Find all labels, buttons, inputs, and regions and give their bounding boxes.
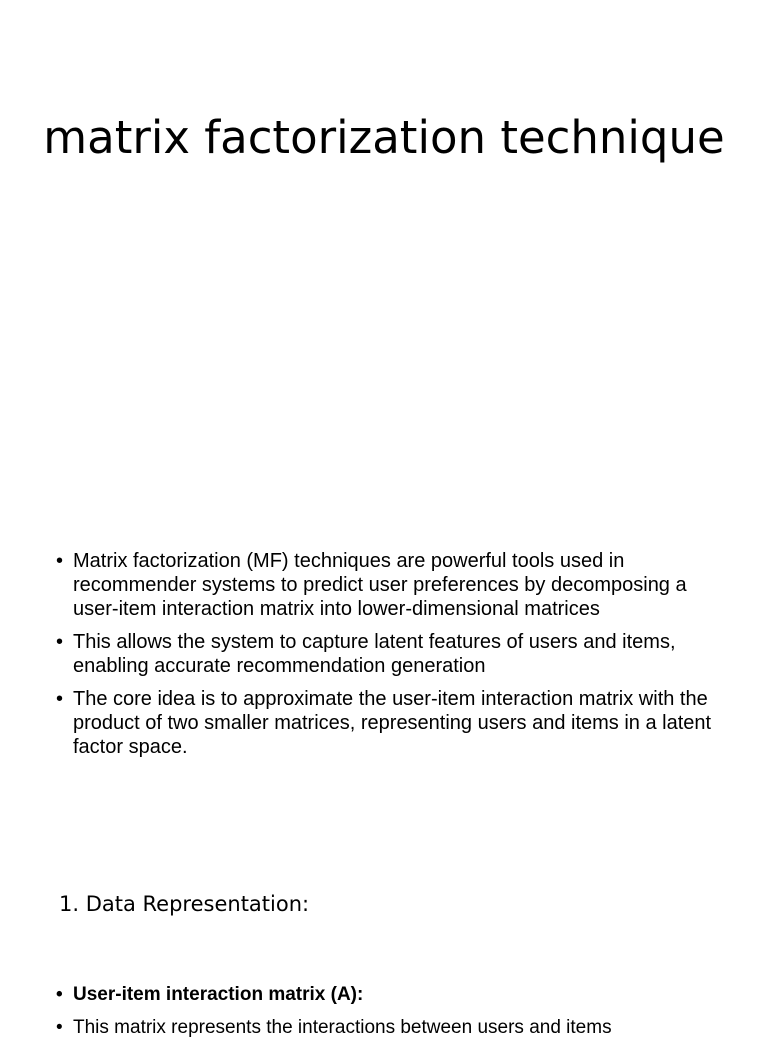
bullet-item: • Matrix factorization (MF) techniques are powerful tools used in recommender systems to predict user preferences by decomposing a user-item interaction matrix into lower-dimensional matrices	[56, 549, 716, 621]
bullet-item: • This matrix represents the interactions between users and items	[56, 1016, 716, 1040]
slide-title: matrix factorization technique	[43, 111, 725, 164]
section-bullet-list	[56, 983, 716, 1049]
section-heading: 1. Data Representation:	[59, 892, 310, 916]
bullet-item: • This allows the system to capture latent features of users and items, enabling accurate recommendation generation	[56, 630, 716, 678]
slide-bullet-list	[56, 549, 716, 768]
bullet-item: • The core idea is to approximate the user-item interaction matrix with the product of two smaller matrices, representing users and items in a latent factor space.	[56, 687, 716, 759]
bullet-item-bold: • User-item interaction matrix (A):	[56, 983, 716, 1007]
